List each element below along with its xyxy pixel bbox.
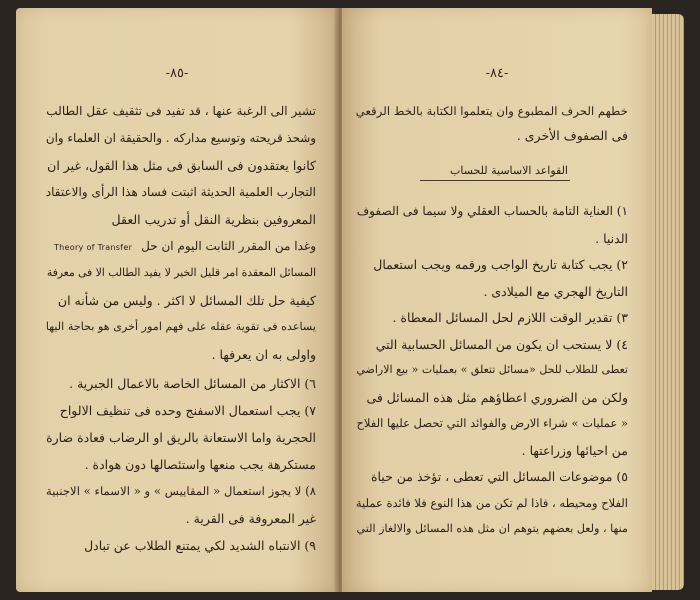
heading-underline: [420, 180, 570, 181]
page-edges: [652, 14, 684, 590]
left-text-line: يساعده فى تقوية عقله على فهم امور أخرى هو بحاجة اليها: [45, 320, 316, 333]
rule-text-line: الدنيا .: [595, 230, 628, 246]
left-page-number: -٨٥-: [165, 66, 189, 81]
right-text-line: فى الصفوف الأخرى .: [516, 128, 628, 143]
rule-text-line: « عمليات » شراء الارض والفوائد التي تحصل عليها الفلاح: [356, 416, 628, 430]
section-heading: القواعد الاساسية للحساب: [450, 164, 568, 177]
rule-text-line: ٣) تقدير الوقت اللازم لحل المسائل المعطاة .: [392, 310, 628, 325]
rule-text-line: ١) العناية التامة بالحساب العقلي ولا سيما فى الصفوف: [356, 204, 628, 218]
left-text-line: كانوا يعتقدون فى السابق فى مثل هذا القول، غير ان: [47, 158, 316, 173]
left-text-line: المسائل المعقدة امر قليل الخير لا يفيد الطالب الا فى معرفة: [46, 266, 316, 279]
right-text-line: خطهم الحرف المطبوع وان يتعلموا الكتابة بالخط الرقعي: [355, 104, 628, 118]
left-text-line: كيفية حل تلك المسائل لا اكثر . وليس من شأنه ان: [57, 293, 316, 308]
left-text-line: ٧) يجب استعمال الاسفنج وحده فى تنظيف الالواح: [59, 403, 316, 418]
left-text-line: ٩) الانتباه الشديد لكي يمتنع الطلاب عن تبادل: [84, 538, 316, 553]
rule-text-line: ٥) موضوعات المسائل التي تعطى ، تؤخذ من حياة: [370, 469, 628, 484]
left-page: [16, 8, 338, 592]
left-text-line: غير المعروفة فى القرية .: [185, 511, 316, 526]
right-page-body: [356, 104, 628, 554]
left-text-line: تشير الى الرغبة عنها ، قد تفيد فى تثقيف عقل الطالب: [46, 104, 316, 118]
left-text-line: ٨) لا يجوز استعمال « المقاييس » و « الاسماء » الاجنبية: [46, 484, 316, 498]
left-text-line: وغدا من المقرر الثابت اليوم ان حل: [141, 239, 316, 253]
rule-text-line: ٤) لا يستحب ان يكون من المسائل الحسابية التي: [375, 336, 628, 352]
left-text-line: ٦) الاكثار من المسائل الخاصة بالاعمال الجبرية .: [69, 376, 316, 391]
left-text-line: المعروفين بنظرية النقل أو تدريب العقل: [111, 212, 316, 227]
rule-text-line: ٢) يجب كتابة تاريخ الواجب ورقمه ويجب استعمال: [373, 257, 628, 272]
english-term: Theory of Transfer: [54, 243, 133, 252]
left-text-line: التجارب العلمية الحديثة اثبتت فساد هذا الرأى والاعتقاد: [45, 185, 316, 199]
rule-text-line: من احيائها وزراعتها .: [521, 442, 628, 458]
open-book: [16, 8, 684, 594]
rule-text-line: ولكن من الضروري اعطاؤهم مثل هذه المسائل فى: [366, 389, 628, 405]
right-page-number: -٨٤-: [485, 66, 509, 81]
left-text-line: مستكرهة يجب منعها واستئصالها دون هوادة .: [84, 457, 316, 472]
left-text-line: الحجرية واما الاستعانة بالريق او الرضاب فعادة ضارة: [46, 430, 316, 445]
left-page-body: [45, 104, 316, 553]
rule-text-line: تعطى للطلاب للحل «مسائل تتعلق » بعمليات « بيع الاراضي: [356, 363, 628, 376]
rule-text-line: التاريخ الهجري مع الميلادى .: [483, 283, 628, 299]
left-text-line: واولى به ان يعرفها .: [211, 347, 316, 362]
left-text-line: وشحذ قريحته وتوسيع مداركه . والحقيقة ان العلماء وان: [45, 131, 316, 145]
rule-text-line: الفلاح ومحيطه ، فاذا لم تكن من هذا النوع فلا فائدة عملية: [355, 495, 628, 510]
right-page: [342, 8, 652, 592]
rule-text-line: منها ، ولعل بعضهم يتوهم ان مثل هذه المسائل والالغاز التي: [356, 522, 628, 535]
